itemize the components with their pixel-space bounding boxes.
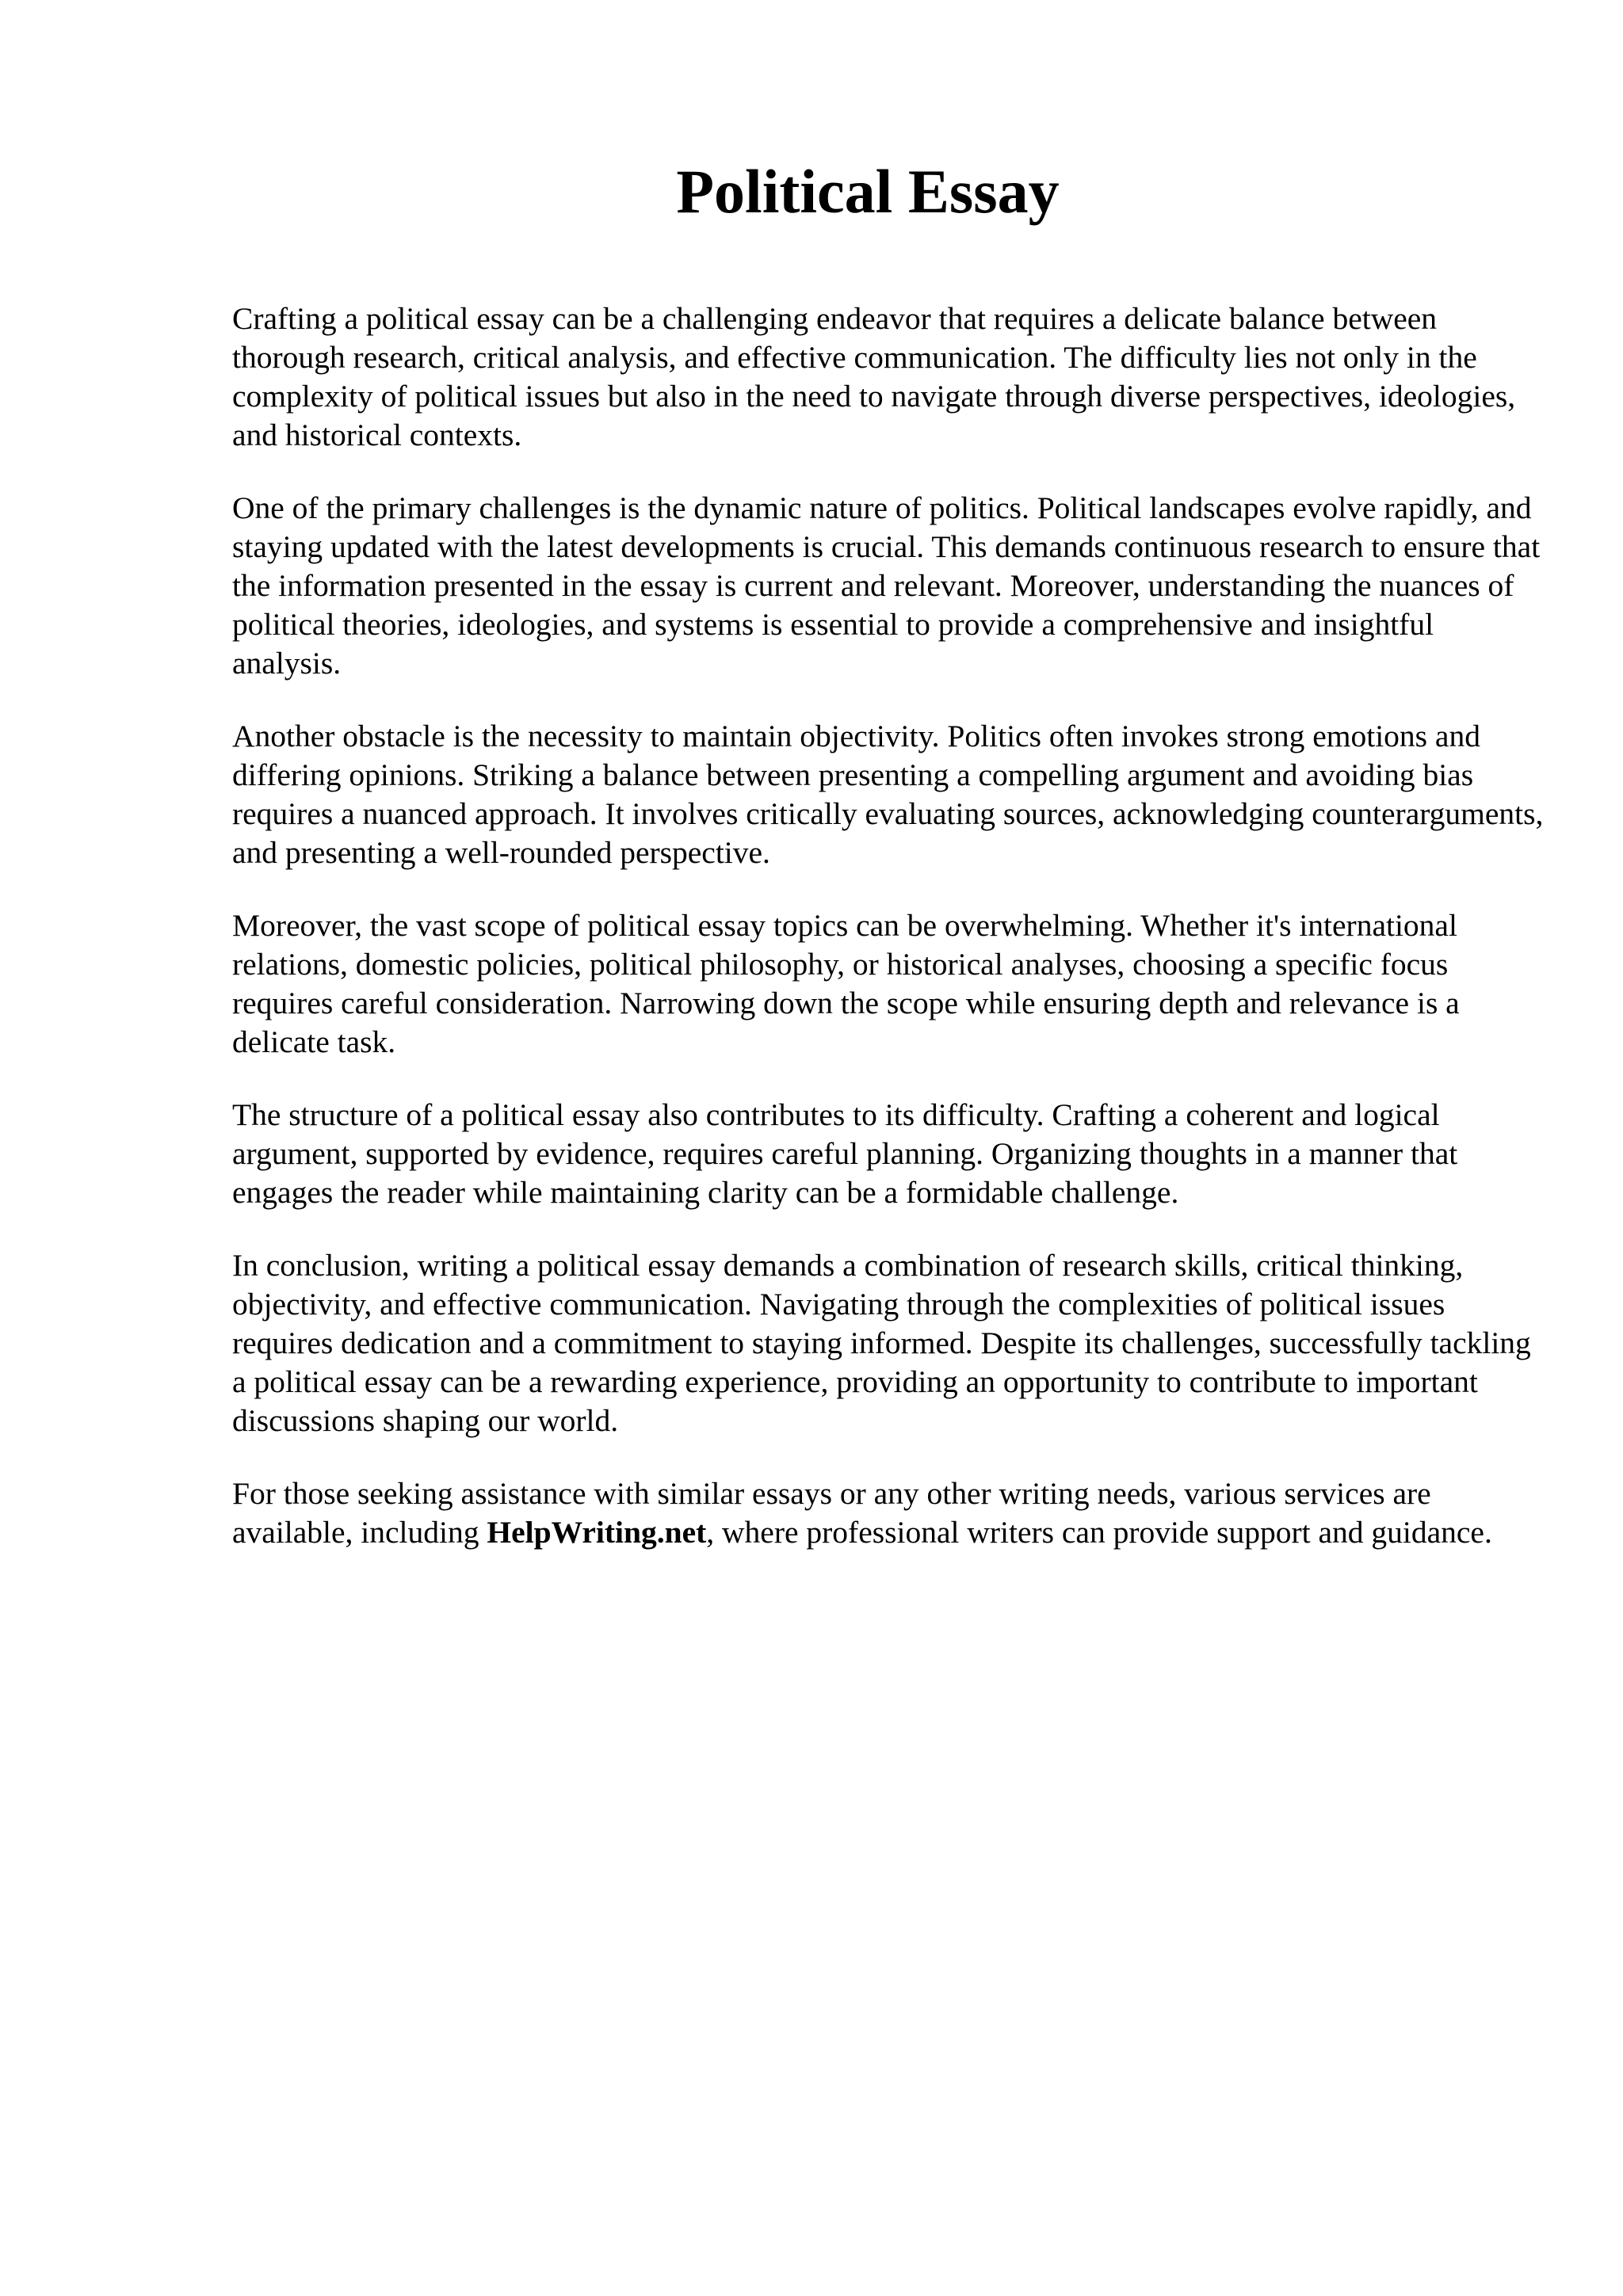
paragraph-3: Another obstacle is the necessity to maintain objectivity. Politics often invokes strong emotions and differing opinions. Striking a balance between presenting a compelling argument and avoiding bias requires a nuanced approach. It involves critically evaluating sources, acknowledging counterarguments, and presenting a well-rounded perspective. bbox=[232, 719, 1544, 870]
paragraph-5: The structure of a political essay also contributes to its difficulty. Crafting a coherent and logical argument, supported by evidence, requires careful planning. Organizing thoughts in a manner that engages the reader while maintaining clarity can be a formidable challenge. bbox=[232, 1097, 1458, 1210]
closing-text-after: , where professional writers can provide support and guidance. bbox=[706, 1515, 1492, 1550]
paragraph-1: Crafting a political essay can be a challenging endeavor that requires a delicate balance between thorough research, critical analysis, and effective communication. The difficulty lies not only in the complexity of political issues but also in the need to navigate through diverse perspectives, ideologies, and historical contexts. bbox=[232, 301, 1516, 452]
document-title: Political Essay bbox=[676, 157, 1060, 226]
paragraph-4: Moreover, the vast scope of political essay topics can be overwhelming. Whether it's international relations, domestic policies, political philosophy, or historical analyses, choosing a specific focus requires careful consideration. Narrowing down the scope while ensuring depth and relevance is a delicate task. bbox=[232, 908, 1460, 1059]
paragraph-2: One of the primary challenges is the dynamic nature of politics. Political landscapes evolve rapidly, and staying updated with the latest developments is crucial. This demands continuous research to ensure that the information presented in the essay is current and relevant. Moreover, understanding the nuances of political theories, ideologies, and systems is essential to provide a comprehensive and insightful analysis. bbox=[232, 490, 1541, 681]
document-body bbox=[232, 299, 1548, 1586]
closing-paragraph bbox=[232, 1474, 1548, 1552]
paragraph-6: In conclusion, writing a political essay demands a combination of research skills, critical thinking, objectivity, and effective communication. Navigating through the complexities of political issues requires dedication and a commitment to staying informed. Despite its challenges, successfully tackling a political essay can be a rewarding experience, providing an opportunity to contribute to important discussions shaping our world. bbox=[232, 1248, 1531, 1438]
closing-text-before: For those seeking assistance with similar essays or any other writing needs, various services are available, including bbox=[232, 1476, 1431, 1550]
helpwriting-link[interactable]: HelpWriting.net bbox=[487, 1515, 707, 1550]
